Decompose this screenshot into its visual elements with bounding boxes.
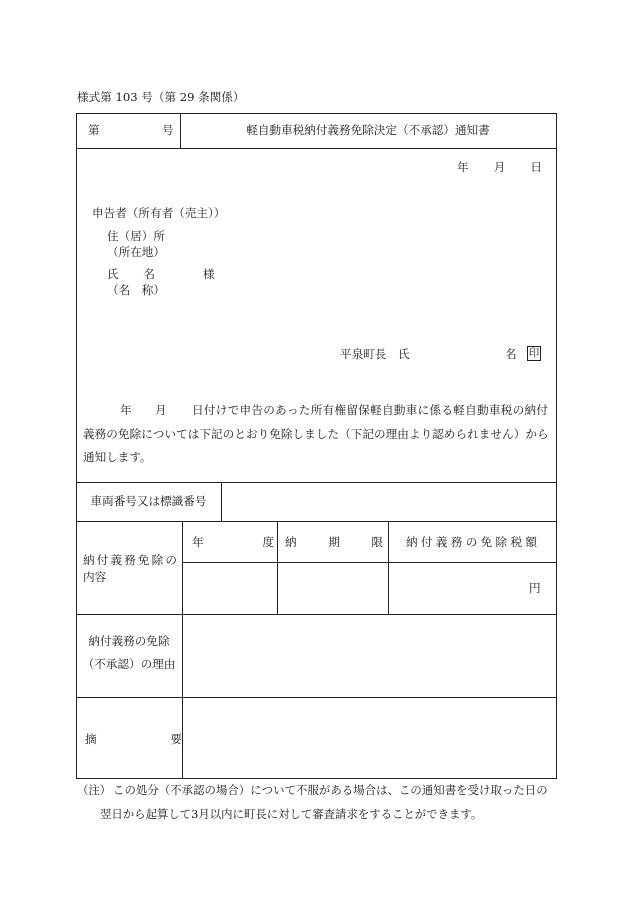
glyph: 場 [353,783,365,797]
glyph: 除 [495,535,508,549]
glyph: で [227,403,240,417]
glyph: っ [501,783,514,797]
glyph: 免 [480,535,493,549]
fiscal-year-field [183,563,277,614]
glyph: 申 [239,403,252,417]
glyph: お [245,427,258,441]
glyph: 免 [269,427,281,441]
glyph: の [204,783,216,797]
applicant-label: 申告者（所有者（売主）） [92,206,226,220]
glyph: し [315,427,328,441]
glyph: ん [502,427,514,441]
column-exempt-amount [406,535,537,549]
glyph: ら [455,427,468,441]
glyph: 除 [129,427,142,441]
glyph: い [273,783,285,797]
name-sub-label: （名 称） [107,283,165,297]
glyph: 動 [477,403,489,417]
glyph: 付 [420,535,433,549]
glyph: 義 [110,553,123,567]
glyph: つ [261,783,274,797]
glyph: り [257,427,270,441]
due-date-field [278,563,388,614]
glyph: の [465,535,478,549]
glyph: を [456,783,468,797]
glyph: 摘 [85,732,97,746]
document-title: 軽自動車税納付義務免除決定（不承認）通知書 [246,123,490,137]
glyph: け [215,403,228,417]
glyph: 限 [371,535,383,549]
glyph: の [536,783,548,797]
glyph: 除 [280,427,293,441]
glyph: こ [398,783,411,797]
glyph: （ [339,427,351,441]
glyph: り [420,427,433,441]
glyph: 告 [251,403,263,417]
glyph: 動 [393,403,406,417]
rule-vehicle-bottom [76,521,556,522]
body-year: 年 [120,403,132,417]
glyph: れ [467,427,479,441]
glyph: 下 [350,427,363,441]
glyph: 額 [525,535,537,549]
glyph: て [284,783,296,797]
glyph: い [164,427,177,441]
glyph: め [443,427,456,441]
glyph: ま [478,427,491,441]
glyph: 記 [362,427,374,441]
glyph: 合 [227,783,239,797]
rule-header-bottom [76,148,556,149]
glyph: 付 [536,403,548,417]
glyph: 月 [493,160,506,174]
reason-label-line-2: （不承認）の理由 [82,657,176,671]
glyph: ら [536,427,549,441]
glyph: 務 [450,535,463,549]
glyph: と [234,427,246,441]
glyph: 軽 [370,403,382,417]
number-suffix: 号 [162,123,174,137]
address-label: 住（居）所 [107,229,165,243]
glyph: に [417,403,430,417]
glyph: た [513,783,525,797]
exemption-label-line-1 [83,553,177,567]
column-fiscal-year [192,535,274,549]
glyph: 知 [433,783,445,797]
glyph: っ [287,403,299,417]
glyph: せ [490,427,503,441]
glyph: つ [152,427,165,441]
glyph: に [141,427,153,441]
glyph: ） [238,783,251,797]
glyph: の [263,403,275,417]
glyph: 名 [143,267,155,281]
glyph: 場 [215,783,228,797]
glyph: た [327,427,340,441]
glyph: 義 [435,535,448,549]
glyph: 除 [151,553,164,567]
glyph: 日 [530,160,542,174]
glyph: 年 [457,160,469,174]
glyph: 日 [192,403,204,417]
number-prefix: 第 [88,123,100,137]
glyph: 車 [405,403,418,417]
glyph: 通 [421,783,434,797]
glyph: 記 [211,427,223,441]
glyph: 書 [444,783,457,797]
issuer-title: 平泉町長 氏 [340,347,410,361]
glyph: の [374,427,386,441]
glyph: 義 [83,427,95,441]
glyph: 所 [310,403,323,417]
glyph: 不 [296,783,308,797]
glyph: た [298,403,311,417]
glyph: 務 [94,427,107,441]
amount-unit: 円 [529,581,541,595]
body-line-2 [83,427,549,441]
glyph: 納 [524,403,537,417]
glyph: 理 [385,427,398,441]
glyph: 服 [307,783,319,797]
footnote-marker: （注） [77,783,112,797]
glyph: 免 [137,553,150,567]
vehicle-number-label: 車両番号又は標識番号 [90,494,207,508]
glyph: 不 [170,783,182,797]
glyph: か [525,427,537,441]
glyph: 氏 [107,267,119,281]
glyph: の [512,403,525,417]
glyph: 年 [192,535,204,549]
glyph: て [176,427,188,441]
glyph: 保 [358,403,370,417]
vehicle-number-field [222,483,556,521]
glyph: 下 [199,427,212,441]
glyph: 付 [203,403,216,417]
glyph: 合 [364,783,377,797]
glyph: ま [304,427,316,441]
glyph: 付 [96,553,109,567]
body-month: 月 [155,403,167,417]
glyph: 税 [510,535,523,549]
body-line-3: 通知します。 [83,450,152,464]
glyph: 承 [181,783,194,797]
glyph: 自 [382,403,394,417]
glyph: 処 [135,783,148,797]
seal-mark: 印 [528,347,540,359]
glyph: 期 [328,535,340,549]
glyph: が [318,783,331,797]
form-id: 様式第 103 号（第 29 条関係） [77,90,245,104]
glyph: 納 [406,535,418,549]
glyph: 分 [147,783,159,797]
glyph: 軽 [453,403,465,417]
glyph: あ [330,783,342,797]
column-due-date [285,535,383,549]
glyph: の [124,783,136,797]
reason-field [183,615,556,697]
glyph: 由 [397,427,409,441]
glyph: る [441,403,453,417]
glyph: 係 [429,403,442,417]
glyph: よ [408,427,421,441]
glyph: 受 [467,783,479,797]
remarks-field [183,698,556,778]
glyph: の [165,553,177,567]
glyph: 納 [285,535,297,549]
glyph: 務 [124,553,136,567]
glyph: は [187,427,200,441]
glyph: 自 [465,403,477,417]
address-sub-label: （所在地） [107,245,165,259]
glyph: 度 [262,535,274,549]
name-label [107,267,155,281]
glyph: 認 [193,783,205,797]
glyph: 権 [334,403,347,417]
remarks-label [85,732,182,746]
glyph: の [222,427,235,441]
glyph: こ [113,783,125,797]
glyph: 車 [488,403,501,417]
issuer-name-suffix: 名 [505,347,517,361]
footnote-line-1 [113,783,548,797]
glyph: 取 [490,783,502,797]
glyph: あ [275,403,287,417]
glyph: け [479,783,491,797]
glyph: 有 [322,403,335,417]
glyph: 日 [524,783,537,797]
glyph: 留 [346,403,358,417]
honorific: 様 [203,267,215,281]
glyph: 納 [83,553,95,567]
glyph: の [410,783,422,797]
body-line-1 [192,403,548,417]
glyph: ） [513,427,526,441]
glyph: 、 [387,783,399,797]
exemption-label-line-2: 内容 [83,570,107,584]
glyph: 要 [170,732,182,746]
glyph: は [376,783,388,797]
glyph: 認 [432,427,444,441]
glyph: の [106,427,118,441]
glyph: 税 [500,403,513,417]
issue-date [457,160,542,174]
glyph: し [292,427,305,441]
reason-label-line-1: 納付義務の免除 [88,634,170,648]
glyph: 免 [117,427,130,441]
glyph: （ [158,783,171,797]
glyph: に [250,783,262,797]
glyph: る [341,783,354,797]
footnote-line-2: 翌日から起算して3月以内に町長に対して審査請求をすることができます。 [100,807,483,821]
